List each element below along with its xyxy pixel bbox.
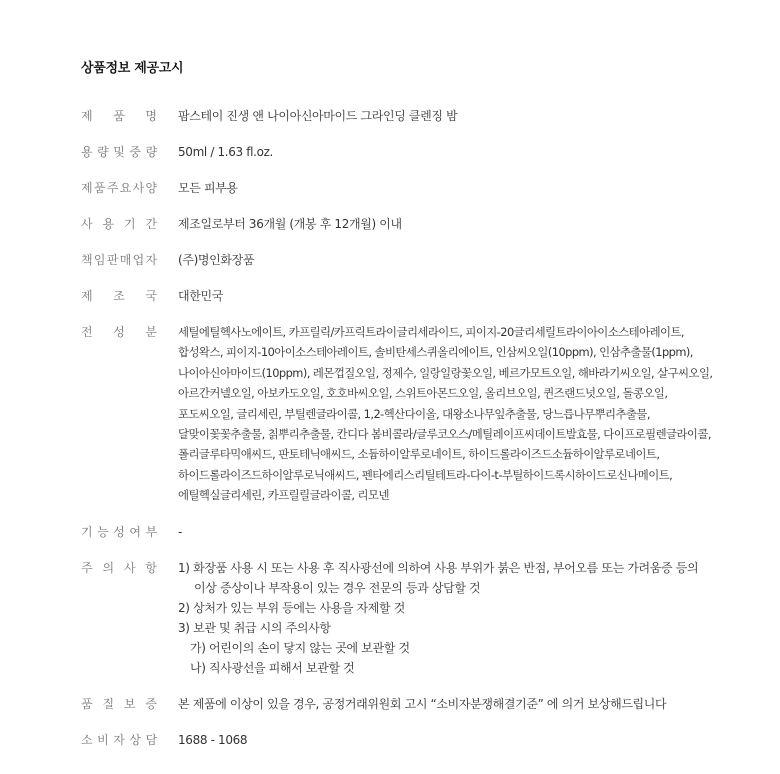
row-value: 팜스테이 진생 앤 나이아신아마이드 그라인딩 클렌징 밤 <box>178 109 458 123</box>
row-customer-service <box>81 730 721 750</box>
row-label: 제 조 국 <box>81 289 157 303</box>
caution-line: 3) 보관 및 취급 시의 주의사항 <box>178 620 331 635</box>
row-label: 주 의 사 항 <box>81 560 157 575</box>
row-quality-guarantee <box>81 694 721 714</box>
row-spec <box>81 178 721 198</box>
row-value: 제조일로부터 36개월 (개봉 후 12개월) 이내 <box>178 217 402 231</box>
row-country <box>81 286 721 306</box>
row-ingredients <box>81 322 721 506</box>
row-label: 제 품 주 요 사 양 <box>81 181 157 195</box>
row-value: 1688 - 1068 <box>178 732 248 747</box>
row-value: 50ml / 1.63 fl.oz. <box>178 145 274 159</box>
row-cautions <box>81 558 721 678</box>
caution-line: 가) 어린이의 손이 닿지 않는 곳에 보관할 것 <box>190 640 410 655</box>
row-value: 모든 피부용 <box>178 181 238 195</box>
row-value: - <box>178 524 182 539</box>
caution-line: 1) 화장품 사용 시 또는 사용 후 직사광선에 의하여 사용 부위가 붉은 반점, 부어오름 또는 가려움증 등의 <box>178 560 699 575</box>
row-product-name <box>81 106 721 126</box>
cautions-list <box>178 558 721 678</box>
row-label: 용 량 및 중 량 <box>81 145 157 159</box>
row-usage-period <box>81 214 721 234</box>
row-label: 품 질 보 증 <box>81 696 157 711</box>
row-value: 대한민국 <box>178 289 223 303</box>
page-title: 상품정보 제공고시 <box>81 61 184 76</box>
row-value: 세틸에틸헥사노에이트, 카프릴릭/카프릭트라이글리세라이드, 피이지-20글리세릴트라이아이소스테아레이트, 합성왁스, 피이지-10아이소스테아레이트, 솔비탄세스퀴올리에이트, 인삼씨오일(10ppm), 인삼추출물(1ppm), 나이아신아마이드(10ppm), 레몬껍질오일, 정제수, 일랑일랑꽃오일, 베르가모트오일, 해바라기씨오일, 살구씨오일, 아르간커넬오일, 아보카도오일, 호호바씨오일, 스위트아몬드오일, 올리브오일, 퀸즈랜드넛오일, 돌콩오일, 포도씨오일, 글리세린, 부틸렌글라이콜, 1,2-헥산다이올, 대왕소나무잎추출물, 당느릅나무뿌리추출물, 달맞이꽃꽃추출물, 칡뿌리추출물, 칸디다 봄비콜라/글루코오스/메틸레이프씨데이트발효물, 다이프로필렌글라이콜, 폴리글루타믹애씨드, 판토테닉애씨드, 소듐하이알루로네이트, 하이드롤라이즈드소듐하이알루로네이트, 하이드롤라이즈드하이알루로닉애씨드, 펜타에리스리틸테트라-다이-t-부틸하이드록시하이드로신나메이트, 에틸헥실글리세린, 카프릴릴글라이콜, 리모넨 <box>178 325 713 503</box>
row-value: 본 제품에 이상이 있을 경우, 공정거래위원회 고시 “소비자분쟁해결기준” 에 의거 보상해드립니다 <box>178 696 667 711</box>
caution-line: 이상 증상이나 부작용이 있는 경우 전문의 등과 상담할 것 <box>194 580 481 595</box>
row-label: 전 성 분 <box>81 325 157 339</box>
row-label: 사 용 기 간 <box>81 217 157 231</box>
product-info-notice <box>81 57 721 766</box>
caution-line: 2) 상처가 있는 부위 등에는 사용을 자제할 것 <box>178 600 405 615</box>
row-volume <box>81 142 721 162</box>
row-label: 제 품 명 <box>81 109 157 123</box>
row-label: 기 능 성 여 부 <box>81 524 157 539</box>
row-label: 소 비 자 상 담 <box>81 732 157 747</box>
row-functional <box>81 522 721 542</box>
row-seller <box>81 250 721 270</box>
caution-line: 나) 직사광선을 피해서 보관할 것 <box>190 660 355 675</box>
row-label: 책 임 판 매 업 자 <box>81 253 157 267</box>
row-value: (주)명인화장품 <box>178 253 255 267</box>
